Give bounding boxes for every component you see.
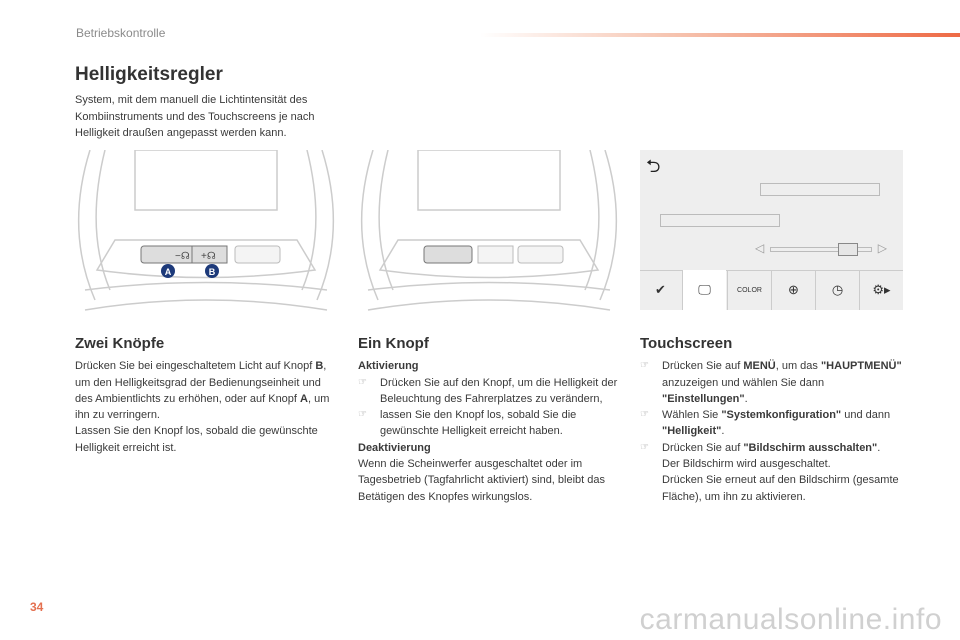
section-touchscreen: [640, 336, 905, 505]
section-title: Zwei Knöpfe: [75, 335, 165, 352]
bullet-item: ☞ Drücken Sie auf MENÜ, um das "HAUPTMENÜ" anzuzeigen und wählen Sie dann "Einstellungen".: [640, 360, 902, 405]
svg-text:−☊: −☊: [175, 251, 190, 262]
section-one-button: [358, 336, 620, 505]
label-a: A: [164, 267, 172, 277]
bullet-item: ☞ Wählen Sie "Systemkonfiguration" und dann "Helligkeit".: [640, 409, 891, 438]
touchscreen-illustration: [640, 150, 903, 310]
screen-icon: 🖵: [682, 270, 726, 310]
color-icon: COLOR: [727, 270, 771, 310]
header-rule: [480, 33, 960, 37]
label-b: B: [208, 267, 216, 277]
watermark: carmanualsonline.info: [639, 603, 942, 636]
check-icon: ✔: [655, 282, 666, 297]
one-button-illustration: [358, 150, 620, 313]
bullet-item: ☞ lassen Sie den Knopf los, sobald Sie die gewünschte Helligkeit erreicht haben.: [358, 409, 577, 438]
settings-icon: ⚙▸: [859, 270, 903, 310]
svg-text:+☊: +☊: [201, 251, 216, 262]
two-buttons-illustration: [75, 150, 337, 313]
paragraph: Wenn die Scheinwerfer ausgeschaltet oder im Tagesbetrieb (Tagfahrlicht aktiviert) sind, bleibt das Betätigen des Knopfes wirkungslos.: [358, 458, 606, 503]
subheading: Aktivierung: [358, 360, 419, 373]
section-title: Ein Knopf: [358, 335, 429, 352]
language-icon: ⊕: [771, 270, 815, 310]
section-two-buttons: [75, 336, 337, 456]
clock-icon: ◷: [815, 270, 859, 310]
bullet-item: ☞ Drücken Sie auf den Knopf, um die Helligkeit der Beleuchtung des Fahrerplatzes zu verändern,: [358, 376, 618, 405]
intro-text: System, mit dem manuell die Lichtintensität des Kombiinstruments und des Touchscreens je nach Helligkeit draußen angepasst werden kann.: [75, 94, 315, 139]
bullet-item: ☞ Drücken Sie auf "Bildschirm ausschalten". Der Bildschirm wird ausgeschaltet. Drücken Sie erneut auf den Bildschirm (gesamte Fläche), um ihn zu aktivieren.: [640, 441, 899, 503]
running-header: Betriebskontrolle: [76, 26, 166, 40]
section-title: Touchscreen: [640, 335, 733, 352]
brightness-slider: ◁ ▷: [755, 241, 887, 255]
page-title: Helligkeitsregler: [75, 64, 223, 85]
back-icon: ⮌: [646, 156, 661, 176]
page-number: 34: [30, 600, 44, 614]
subheading: Deaktivierung: [358, 441, 431, 454]
paragraph: Lassen Sie den Knopf los, sobald die gewünschte Helligkeit erreicht ist.: [75, 425, 318, 454]
paragraph: Drücken Sie bei eingeschaltetem Licht auf Knopf B, um den Helligkeitsgrad der Bedienungseinheit und des Ambientlichts zu erhöhen, oder auf Knopf A, um ihn zu verringern.: [75, 360, 330, 422]
